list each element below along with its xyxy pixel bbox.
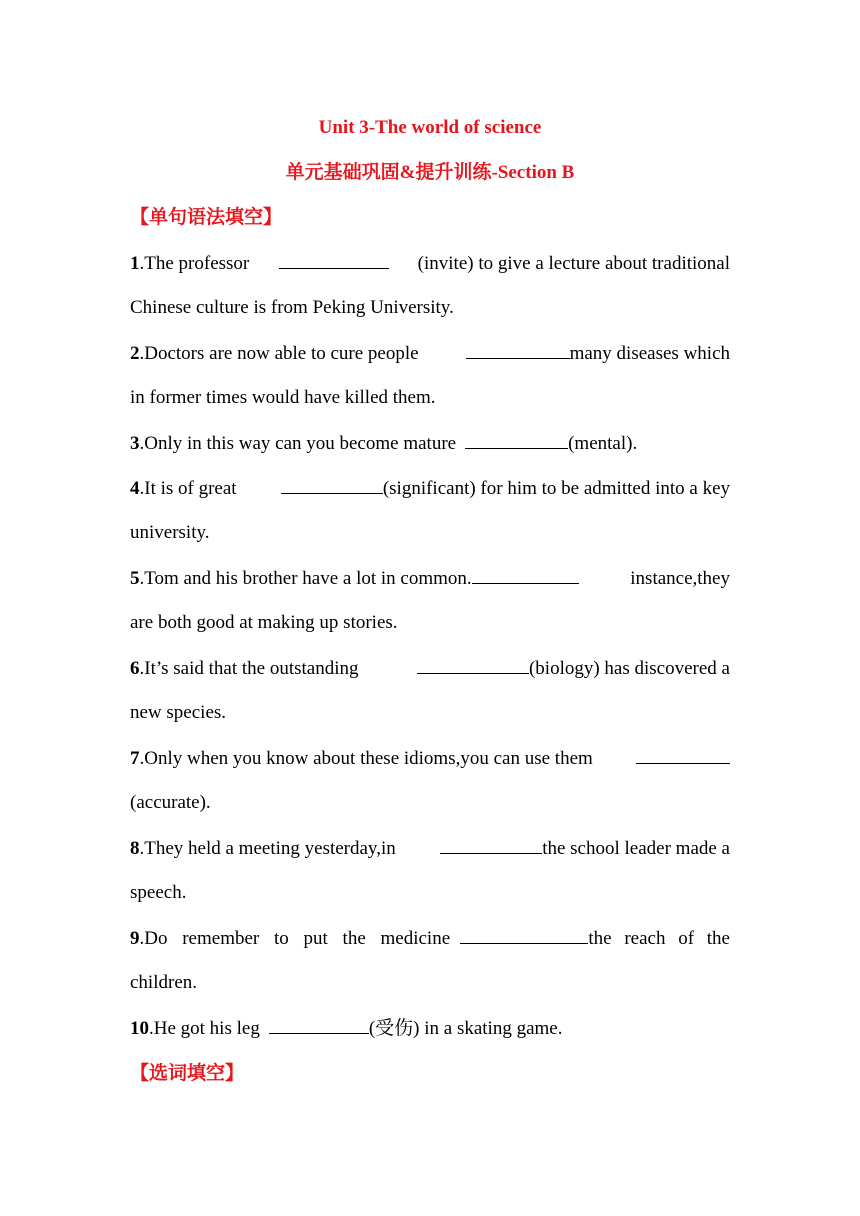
question-4-line-1 <box>130 476 730 501</box>
question-9-after: the reach of the <box>588 928 730 949</box>
question-5-number: 5.Tom and his brother have a lot in common. <box>130 568 472 589</box>
section-heading-word-choice: 【选词填空】 <box>130 1062 245 1084</box>
question-9-line-1 <box>130 926 730 951</box>
question-3-after: (mental). <box>568 433 638 454</box>
question-3-number: 3.Only in this way can you become mature <box>130 433 457 454</box>
question-8-after: the school leader made a <box>542 838 730 859</box>
question-5-line-1 <box>130 566 730 591</box>
question-4-number: 4.It is of great <box>130 478 237 499</box>
question-2-after: many diseases which <box>569 343 730 364</box>
question-5-after: instance,they <box>630 568 730 589</box>
question-3-blank <box>465 431 568 449</box>
question-1-line-2: Chinese culture is from Peking University. <box>130 297 454 318</box>
question-9-line-2: children. <box>130 972 198 993</box>
question-4-line-2: university. <box>130 522 210 543</box>
question-8-number: 8.They held a meeting yesterday,in <box>130 838 396 859</box>
question-1-after: (invite) to give a lecture about traditional <box>417 253 730 274</box>
question-8-line-2: speech. <box>130 882 187 903</box>
question-7-line-2: (accurate). <box>130 792 211 813</box>
question-9-number: 9.Do remember to put the medicine <box>130 928 451 949</box>
question-8-line-1 <box>130 836 730 861</box>
question-6-blank <box>417 656 529 674</box>
question-6-line-2: new species. <box>130 702 227 723</box>
question-1-blank <box>279 251 389 269</box>
question-7-number: 7.Only when you know about these idioms,you can use them <box>130 748 593 769</box>
document-subtitle: 单元基础巩固&提升训练-Section B <box>285 162 575 183</box>
document-title: Unit 3-The world of science <box>318 117 542 138</box>
question-6-after: (biology) has discovered a <box>528 658 730 679</box>
question-1-number: 1.The professor <box>130 253 250 274</box>
question-5-line-2: are both good at making up stories. <box>130 612 398 633</box>
question-7-blank <box>636 746 730 764</box>
question-10-line-1 <box>130 1016 730 1041</box>
question-4-blank <box>281 476 383 494</box>
question-6-line-1 <box>130 656 730 681</box>
question-3-line-1 <box>130 431 730 456</box>
question-4-after: (significant) for him to be admitted into a key <box>382 478 730 499</box>
question-6-number: 6.It’s said that the outstanding <box>130 658 359 679</box>
question-7-line-1 <box>130 746 730 771</box>
question-10-blank <box>269 1016 369 1034</box>
question-10-after: (受伤) in a skating game. <box>368 1018 563 1039</box>
question-2-number: 2.Doctors are now able to cure people <box>130 343 419 364</box>
question-2-line-2: in former times would have killed them. <box>130 387 436 408</box>
section-heading-grammar-fill: 【单句语法填空】 <box>130 206 283 228</box>
question-1-line-1 <box>130 251 730 276</box>
question-2-line-1 <box>130 341 730 366</box>
question-9-blank <box>460 926 588 944</box>
question-5-blank <box>472 566 579 584</box>
question-8-blank <box>440 836 542 854</box>
question-2-blank <box>466 341 570 359</box>
question-10-number: 10.He got his leg <box>130 1018 260 1039</box>
